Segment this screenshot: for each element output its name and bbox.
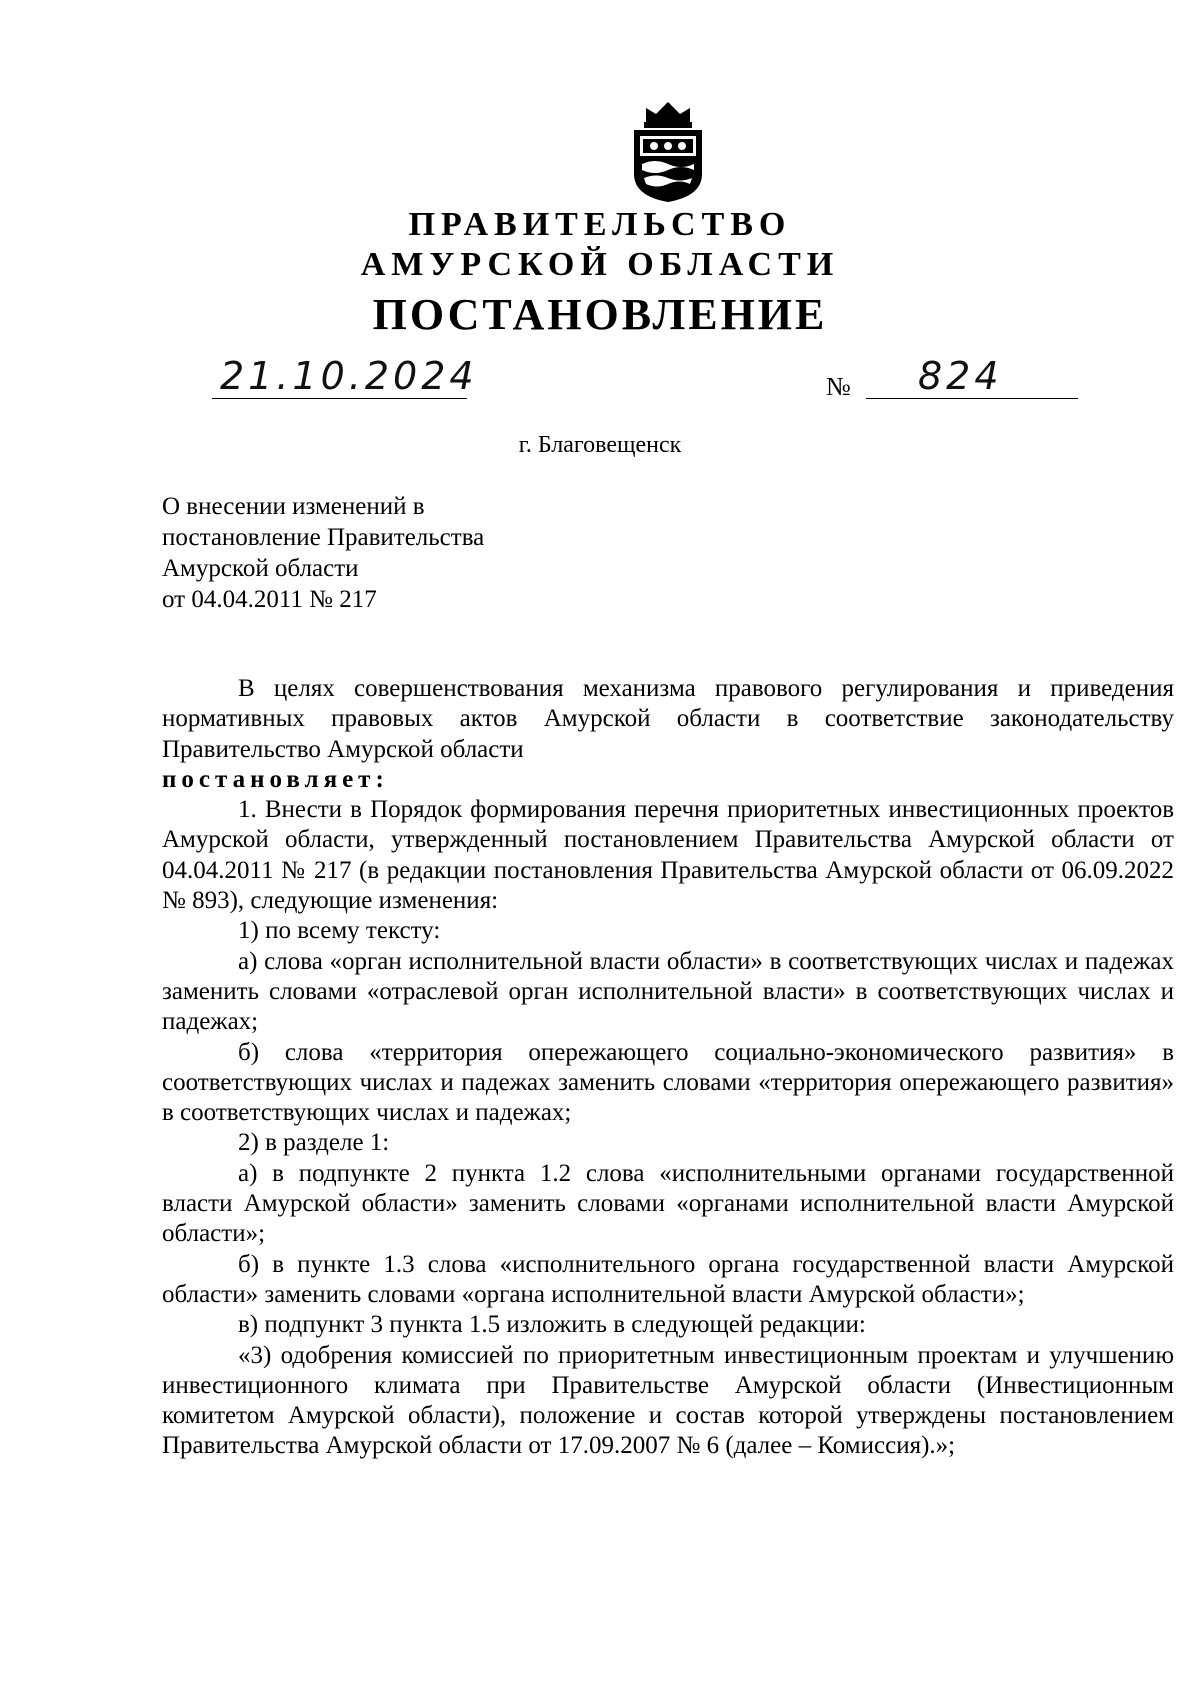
- coat-of-arms-icon: [624, 100, 712, 204]
- number-sign: №: [826, 372, 851, 401]
- date-underline: [212, 398, 467, 399]
- body-paragraph: б) в пункте 1.3 слова «исполнительного органа государственной власти Амурской области» заменить словами «органа исполнительной власти Амурской области»;: [162, 1250, 1174, 1308]
- body-paragraph: б) слова «территория опережающего социально-экономического развития» в соответствующих числах и падежах заменить словами «территория опережающего развития» в соответствующих числах и падежах;: [162, 1038, 1174, 1127]
- region-title: АМУРСКОЙ ОБЛАСТИ: [360, 246, 840, 283]
- document-subject: [162, 491, 582, 615]
- city-name: г. Благовещенск: [518, 432, 682, 458]
- subject-line: от 04.04.2011 № 217: [162, 586, 377, 613]
- number-underline: [866, 398, 1078, 399]
- body-paragraph: 2) в разделе 1:: [238, 1129, 390, 1157]
- body-paragraph: а) слова «орган исполнительной власти области» в соответствующих числах и падежах заменить словами «отраслевой орган исполнительной власти» в соответствующих числах и падежах;: [162, 947, 1174, 1036]
- government-title: ПРАВИТЕЛЬСТВО: [408, 206, 792, 243]
- subject-line: Амурской области: [162, 555, 359, 582]
- body-paragraph: в) подпункт 3 пункта 1.5 изложить в следующей редакции:: [238, 1311, 866, 1339]
- registration-number: 824: [918, 354, 1003, 398]
- body-paragraph: а) в подпункте 2 пункта 1.2 слова «исполнительными органами государственной власти Амурской области» заменить словами «органами исполнительной власти Амурской области»;: [162, 1159, 1174, 1248]
- body-paragraph: 1. Внести в Порядок формирования перечня приоритетных инвестиционных проектов Амурской области, утвержденный постановлением Правительства Амурской области от 04.04.2011 № 217 (в редакции постановления Правительства Амурской области от 06.09.2022 № 893), следующие изменения:: [162, 796, 1174, 915]
- preamble-paragraph: В целях совершенствования механизма правового регулирования и приведения нормативных правовых актов Амурской области в соответствие законодательству Правительство Амурской области: [162, 675, 1174, 763]
- subject-line: постановление Правительства: [162, 524, 485, 551]
- body-paragraph: «3) одобрения комиссией по приоритетным инвестиционным проектам и улучшению инвестиционного климата при Правительстве Амурской области (Инвестиционным комитетом Амурской области), положение и состав которой утверждены постановлением Правительства Амурской области от 17.09.2007 № 6 (далее – Комиссия).»;: [162, 1341, 1174, 1460]
- subject-line: О внесении изменений в: [162, 493, 425, 520]
- document-type-title: ПОСТАНОВЛЕНИЕ: [372, 290, 828, 339]
- registration-date: 21.10.2024: [220, 354, 478, 398]
- body-paragraph: 1) по всему тексту:: [238, 917, 441, 945]
- document-body: [162, 674, 1174, 1462]
- resolves-heading: постановляет:: [162, 765, 389, 793]
